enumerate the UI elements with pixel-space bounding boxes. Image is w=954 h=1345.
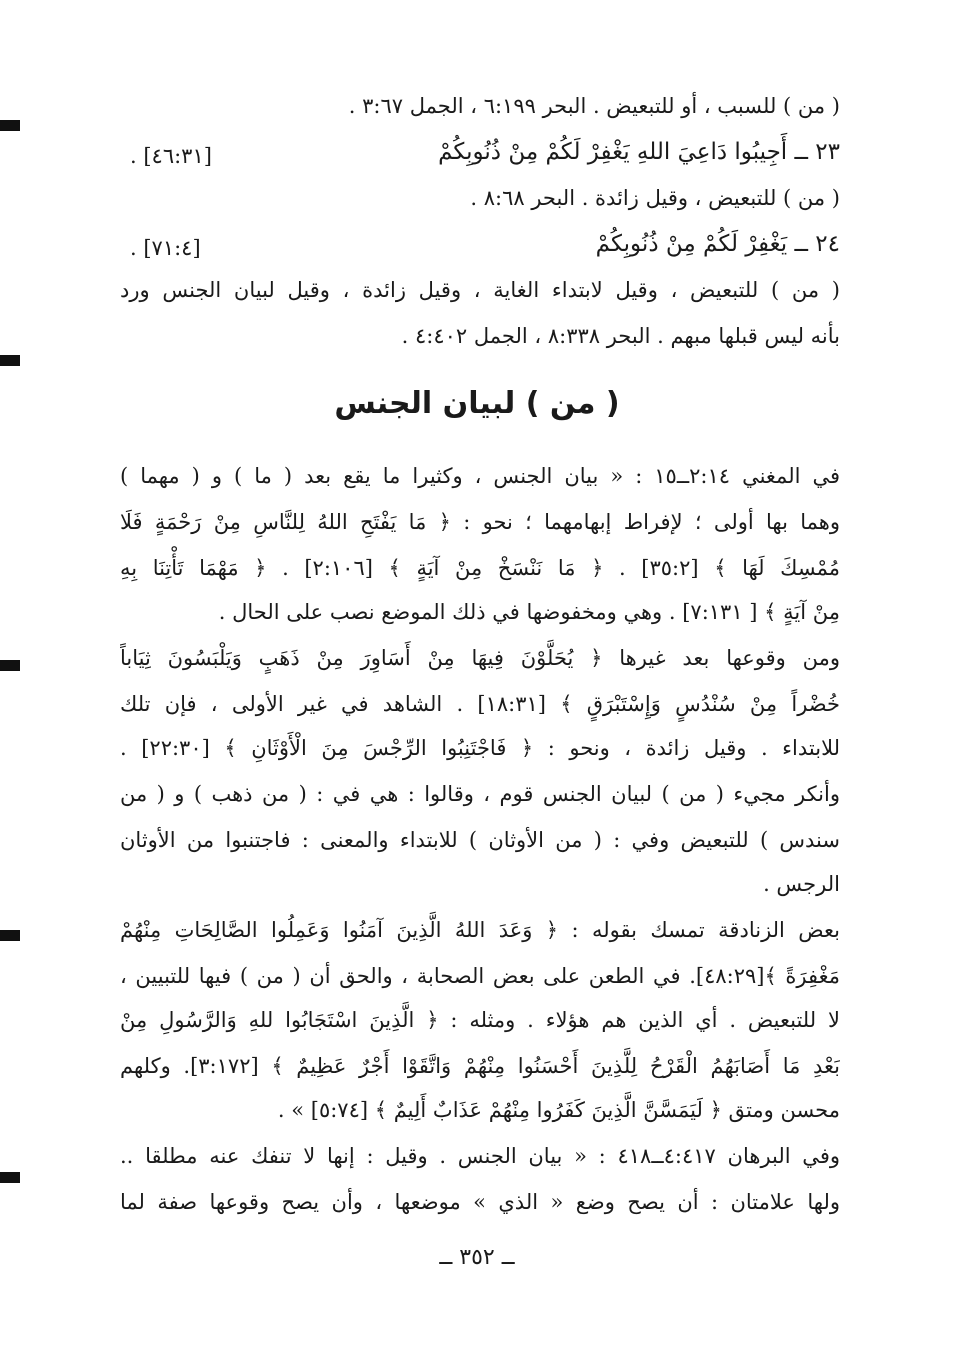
binding-mark (0, 1172, 20, 1183)
body-line: سندس ) للتبعيض وفي : ( من الأوثان ) للابتداء والمعنى : فاجتنبوا من الأوثان (120, 828, 840, 852)
verse-line-23: ٢٣ ــ أَجِيبُوا دَاعِيَ اللهِ يَغْفِرْ لَكُمْ مِنْ ذُنُوبِكُمْ (438, 139, 840, 165)
binding-mark (0, 660, 20, 671)
body-line: ولها علامتان : أن يصح وضع « الذي » موضعها ، وأن يصح وقوعها صفة لما (120, 1190, 840, 1214)
entry-line: ( من ) للتبعيض ، وقيل لابتداء الغاية ، وقيل زائدة ، وقيل لبيان الجنس ورد (120, 278, 840, 302)
binding-mark (0, 930, 20, 941)
body-line: بَعْدِ مَا أَصَابَهُمُ الْقَرْحُ لِلَّذِينَ أَحْسَنُوا مِنْهُمْ وَاتَّقَوْا أَجْرٌ عَظِيمٌ ﴾ [٣:١٧٢]. وكلهم (120, 1054, 840, 1078)
binding-mark (0, 120, 20, 131)
body-line: ومن وقوعها بعد غيرها ﴿ يُحَلَّوْنَ فِيهَا مِنْ أَسَاوِرَ مِنْ ذَهَبٍ وَيَلْبَسُونَ ثِيَاباً (120, 646, 840, 670)
body-line: للابتداء . وقيل زائدة ، ونحو : ﴿ فَاجْتَنِبُوا الرِّجْسَ مِنَ الْأَوْثَانِ ﴾ [٢٢:٣٠] . (120, 736, 840, 760)
body-line: مُمْسِكَ لَهَا ﴾ [٣٥:٢] . ﴿ مَا نَنْسَخْ مِنْ آيَةٍ ﴾ [٢:١٠٦] . ﴿ مَهْمَا تَأْتِنَا بِهِ (120, 556, 840, 580)
body-line: بعض الزنادقة تمسك بقوله : ﴿ وَعَدَ اللهُ الَّذِينَ آمَنُوا وَعَمِلُوا الصَّالِحَاتِ مِنْهُمْ (120, 918, 840, 942)
entry-line: بأنه ليس قبلها مبهم . البحر ٨:٣٣٨ ، الجمل ٤:٤٠٢ . (401, 324, 840, 348)
body-line: مَغْفِرَةً ﴾[٤٨:٢٩]. في الطعن على بعض الصحابة ، والحق أن ( من ) فيها للتبيين ، (120, 964, 840, 988)
page-number: ــ ٣٥٢ ــ (439, 1245, 515, 1270)
body-line: مِنْ آيَةٍ ﴾ [ ٧:١٣١] . وهي ومخفوضها في ذلك الموضع نصب على الحال . (218, 600, 840, 624)
verse-reference: . [٤٦:٣١] (130, 144, 212, 168)
binding-mark (0, 355, 20, 366)
body-line: خُضْراً مِنْ سُنْدُسٍ وَإِسْتَبْرَقٍ ﴾ [١٨:٣١] . الشاهد في غير الأولى ، فإن تلك (120, 692, 840, 716)
entry-line: ( من ) للسبب ، أو للتبعيض . البحر ٦:١٩٩ ، الجمل ٣:٦٧ . (348, 94, 840, 118)
entry-line: ( من ) للتبعيض ، وقيل زائدة . البحر ٨:٦٨ . (470, 186, 840, 210)
body-line: في المغني ٢:١٤ــ١٥ : « بيان الجنس ، وكثيرا ما يقع بعد ( ما ) و ( مهما ) (120, 464, 840, 488)
body-line: محسن ومتق ﴿ لَيَمَسَّنَّ الَّذِينَ كَفَرُوا مِنْهُمْ عَذَابٌ أَلِيمٌ ﴾ [٥:٧٤] » . (277, 1098, 840, 1122)
verse-reference: . [٧١:٤] (130, 236, 201, 260)
body-line: الرجس . (763, 872, 840, 896)
body-line: وفي البرهان ٤:٤١٧ــ٤١٨ : « بيان الجنس . وقيل : إنها لا تنفك عنه مطلقا .. (120, 1144, 840, 1168)
body-line: لا للتبعيض . أي الذين هم هؤلاء . ومثله : ﴿ الَّذِينَ اسْتَجَابُوا للهِ وَالرَّسُولِ مِنْ (120, 1008, 840, 1032)
body-line: وأنكر مجيء ( من ) لبيان الجنس قوم ، وقالوا : هي في : ( من ذهب ) و ( من (120, 782, 840, 806)
verse-line-24: ٢٤ ــ يَغْفِرْ لَكُمْ مِنْ ذُنُوبِكُمْ (595, 231, 840, 257)
body-line: وهما بها أولى ؛ لإفراط إبهامهما ؛ نحو : ﴿ مَا يَفْتَحِ اللهُ لِلنَّاسِ مِنْ رَحْمَةٍ فَلَا (120, 510, 840, 534)
section-heading: ( من ) لبيان الجنس (334, 386, 620, 421)
